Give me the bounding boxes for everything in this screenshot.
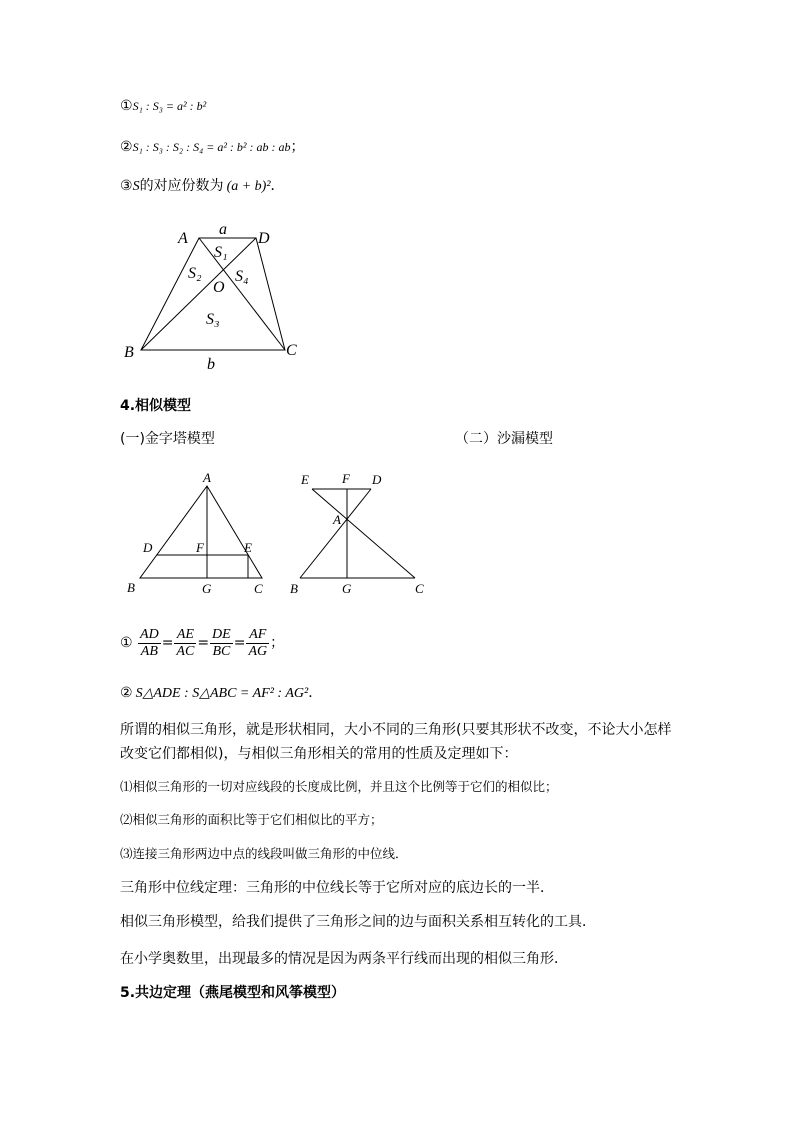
formula-1-expr: S₁ : S₃ = a² : b²: [132, 99, 207, 113]
label-C: C: [415, 581, 424, 596]
label-B: B: [290, 581, 298, 596]
property-item-2: ⑵相似三角形的面积比等于它们相似比的平方；: [120, 812, 383, 827]
ratio-ad-ab: $\frac{AD}{AB}$: [140, 626, 159, 659]
pyramid-diagram: [120, 468, 270, 600]
formula-2: [120, 138, 305, 156]
label-E: E: [244, 540, 252, 555]
property-item-3: ⑶连接三角形两边中点的线段叫做三角形的中位线．: [120, 846, 408, 861]
label-G: G: [342, 581, 352, 596]
label-S4: S₄: [235, 268, 249, 285]
area-ratio-formula: [120, 684, 322, 703]
ratio-formula: ① $\frac{AD}{AB}$ = $\frac{AE}{AC}$ = $\frac{DE}{BC}$ = $\frac{AF}{AG}$ ；: [120, 626, 285, 659]
ratio-ae-ac: $\frac{AE}{AC}$: [176, 626, 195, 659]
formula-1-marker: ①: [120, 98, 133, 114]
label-S2: S₂: [188, 265, 202, 282]
formula-3-var: S: [132, 179, 140, 194]
label-A: A: [203, 470, 211, 485]
area-ratio-end: ．: [308, 685, 323, 701]
label-C: C: [254, 581, 263, 596]
property-item-1: ⑴相似三角形的一切对应线段的长度成比例，并且这个比例等于它们的相似比；: [120, 779, 558, 794]
label-A: A: [178, 230, 188, 247]
label-S3: S₃: [206, 311, 220, 328]
formula-3-expr: (a + b)²: [226, 179, 271, 194]
ratio-marker: ①: [120, 635, 133, 651]
label-G: G: [202, 581, 212, 596]
ratio-de-bc: $\frac{DE}{BC}$: [212, 626, 231, 659]
pyramid-model-title: (一)金字塔模型: [120, 431, 215, 447]
formula-2-end: ；: [290, 139, 305, 155]
section-5-heading: 5.共边定理（燕尾模型和风筝模型）: [120, 985, 346, 1001]
formula-3: [120, 177, 285, 196]
label-D: D: [258, 230, 270, 247]
hourglass-line-ec: [312, 489, 415, 578]
trapezoid-diagram: [118, 215, 318, 375]
formula-2-expr: S₁ : S₃ : S₂ : S₄ = a² : b² : ab : ab: [132, 140, 291, 154]
pyramid-triangle: [140, 486, 262, 578]
formula-3-text: 的对应份数为: [139, 178, 224, 194]
label-F: F: [342, 471, 350, 486]
hourglass-line-db: [300, 489, 371, 578]
label-b: b: [207, 356, 215, 373]
formula-1: [120, 97, 206, 115]
hourglass-diagram: [288, 468, 438, 600]
label-E: E: [301, 472, 309, 487]
label-B: B: [124, 344, 134, 361]
paragraph-similar-model: 相似三角形模型，给我们提供了三角形之间的边与面积关系相互转化的工具．: [120, 914, 596, 930]
paragraph-olympiad: 在小学奥数里，出现最多的情况是因为两条平行线而出现的相似三角形．: [120, 951, 568, 967]
area-ratio-marker: ②: [120, 685, 133, 701]
formula-3-end: ．: [270, 178, 285, 194]
label-D: D: [143, 540, 153, 555]
section-4-heading: 4.相似模型: [120, 398, 192, 414]
label-A: A: [333, 512, 341, 527]
ratio-af-ag: $\frac{AF}{AG}$: [248, 626, 268, 659]
area-ratio-expr: S△ADE : S△ABC = AF² : AG²: [135, 686, 309, 701]
hourglass-model-title: （二）沙漏模型: [455, 431, 553, 447]
paragraph-midline-theorem: 三角形中位线定理：三角形的中位线长等于它所对应的底边长的一半．: [120, 880, 554, 896]
label-B: B: [127, 580, 135, 595]
diagonal-ac: [199, 238, 285, 350]
diagonal-bd: [141, 238, 256, 350]
label-F: F: [196, 540, 204, 555]
label-a: a: [219, 221, 227, 238]
paragraph-similar-line2: 改变它们都相似)，与相似三角形相关的常用的性质及定理如下：: [120, 746, 518, 762]
formula-2-marker: ②: [120, 139, 133, 155]
label-S1: S₁: [214, 244, 228, 261]
paragraph-similar-line1: 所谓的相似三角形，就是形状相同，大小不同的三角形(只要其形状不改变，不论大小怎样: [120, 722, 672, 738]
label-C: C: [286, 342, 297, 359]
formula-3-marker: ③: [120, 178, 133, 194]
label-O: O: [213, 279, 225, 296]
label-D: D: [372, 472, 382, 487]
